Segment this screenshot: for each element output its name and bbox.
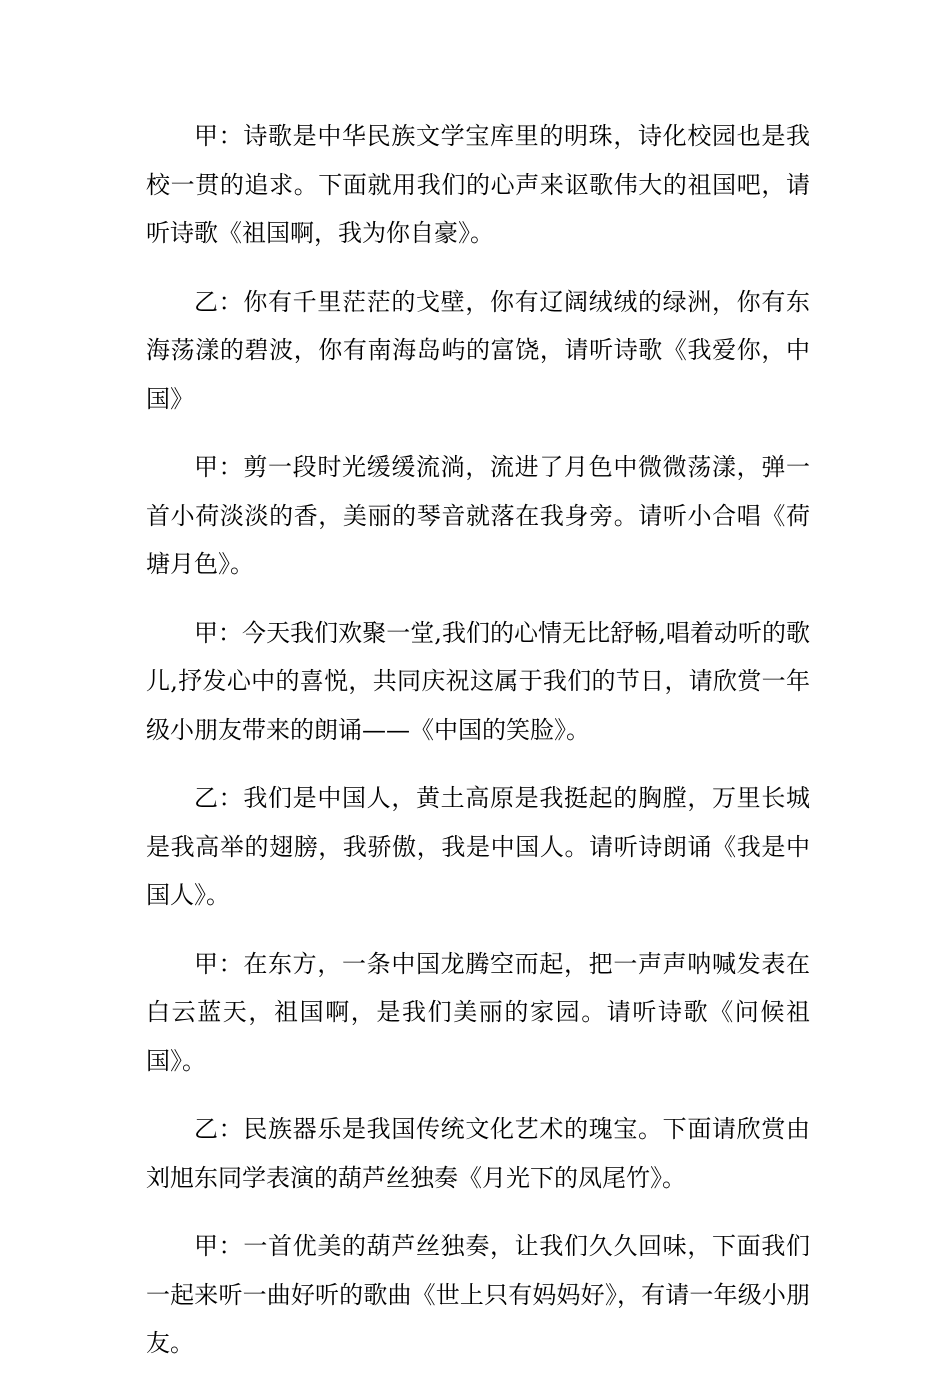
paragraph-8: 甲：一首优美的葫芦丝独奏，让我们久久回味，下面我们一起来听一曲好听的歌曲《世上只有妈妈好》，有请一年级小朋友。 bbox=[146, 1232, 810, 1357]
paragraph-6: 甲：在东方，一条中国龙腾空而起，把一声声呐喊发表在白云蓝天，祖国啊，是我们美丽的家园。请听诗歌《问候祖国》。 bbox=[146, 949, 810, 1075]
paragraph-7: 乙：民族器乐是我国传统文化艺术的瑰宝。下面请欣赏由刘旭东同学表演的葫芦丝独奏《月光下的凤尾竹》。 bbox=[146, 1115, 810, 1192]
paragraph-2: 乙：你有千里茫茫的戈壁，你有辽阔绒绒的绿洲，你有东海荡漾的碧波，你有南海岛屿的富饶，请听诗歌《我爱你，中国》 bbox=[146, 287, 810, 413]
document-body bbox=[146, 112, 810, 1388]
paragraph-3: 甲：剪一段时光缓缓流淌，流进了月色中微微荡漾，弹一首小荷淡淡的香，美丽的琴音就落在我身旁。请听小合唱《荷塘月色》。 bbox=[146, 453, 810, 578]
paragraph-5: 乙：我们是中国人，黄土高原是我挺起的胸膛，万里长城是我高举的翅膀，我骄傲，我是中国人。请听诗朗诵《我是中国人》。 bbox=[146, 784, 810, 909]
paragraph-4: 甲：今天我们欢聚一堂,我们的心情无比舒畅,唱着动听的歌儿,抒发心中的喜悦，共同庆祝这属于我们的节日，请欣赏一年级小朋友带来的朗诵——《中国的笑脸》。 bbox=[146, 618, 810, 744]
paragraph-1: 甲：诗歌是中华民族文学宝库里的明珠，诗化校园也是我校一贯的追求。下面就用我们的心声来讴歌伟大的祖国吧，请听诗歌《祖国啊，我为你自豪》。 bbox=[146, 122, 810, 247]
